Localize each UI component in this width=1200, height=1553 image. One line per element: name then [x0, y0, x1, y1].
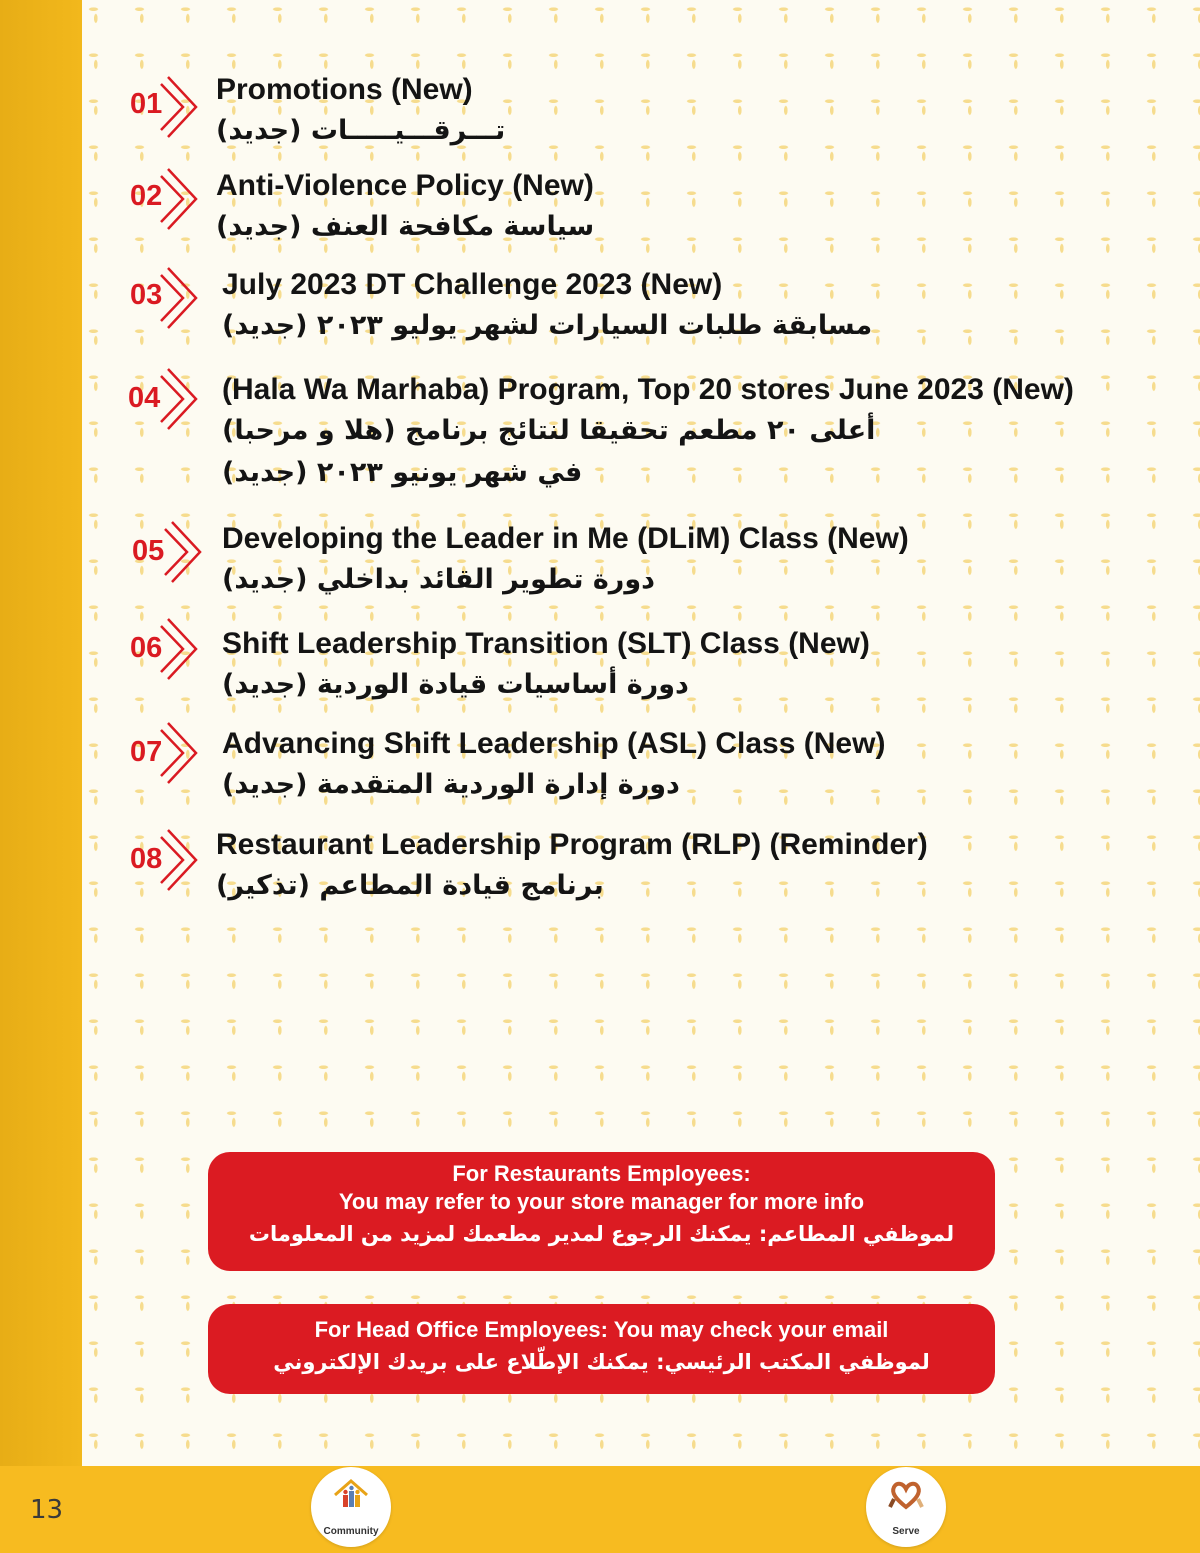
- double-chevron-icon: [160, 366, 200, 432]
- item-number: 04: [128, 382, 161, 414]
- item-number: 03: [130, 279, 163, 311]
- item-number: 06: [130, 632, 163, 664]
- item-title-ar: تـــرقـــيـــــات (جديد): [216, 115, 506, 146]
- item-title-ar: دورة تطوير القائد بداخلي (جديد): [222, 564, 655, 595]
- item-title-ar: سياسة مكافحة العنف (جديد): [216, 211, 595, 242]
- notice-body-ar: لموظفي المكتب الرئيسي: يمكنك الإطّلاع على بريدك الإلكتروني: [273, 1350, 930, 1374]
- serve-heart-hands-icon: [886, 1477, 926, 1513]
- community-badge: [311, 1467, 391, 1547]
- notice-body-en: For Head Office Employees: You may check your email: [314, 1317, 889, 1342]
- double-chevron-icon: [160, 265, 200, 331]
- item-title-en: Developing the Leader in Me (DLiM) Class (New): [222, 522, 909, 555]
- left-color-bar: [0, 0, 82, 1466]
- item-title-ar: برنامج قيادة المطاعم (تذكير): [216, 870, 604, 901]
- notice-head-office-employees: [208, 1304, 995, 1394]
- item-title-en: Shift Leadership Transition (SLT) Class (New): [222, 627, 870, 660]
- item-title-en: Promotions (New): [216, 73, 473, 106]
- notice-title-en: For Restaurants Employees:: [452, 1161, 751, 1186]
- serve-badge: [866, 1467, 946, 1547]
- double-chevron-icon: [160, 74, 200, 140]
- notice-body-ar: لموظفي المطاعم: يمكنك الرجوع لمدير مطعمك لمزيد من المعلومات: [248, 1222, 955, 1246]
- community-house-icon: [331, 1477, 371, 1513]
- item-number: 01: [130, 88, 163, 120]
- item-number: 08: [130, 843, 163, 875]
- footer-band: [0, 1466, 1200, 1553]
- item-title-ar-line2: في شهر يونيو ٢٠٢٣ (جديد): [222, 457, 583, 488]
- badge-label: Community: [323, 1526, 379, 1537]
- notice-body-en: You may refer to your store manager for more info: [338, 1189, 865, 1214]
- item-title-ar: مسابقة طلبات السيارات لشهر يوليو ٢٠٢٣ (جديد): [222, 310, 873, 341]
- double-chevron-icon: [160, 827, 200, 893]
- badge-label: Serve: [892, 1526, 920, 1537]
- double-chevron-icon: [160, 720, 200, 786]
- item-number: 05: [132, 535, 165, 567]
- item-number: 02: [130, 180, 163, 212]
- item-title-en: Restaurant Leadership Program (RLP) (Reminder): [216, 828, 928, 861]
- item-title-ar: دورة إدارة الوردية المتقدمة (جديد): [222, 769, 680, 800]
- item-title-en: July 2023 DT Challenge 2023 (New): [222, 268, 723, 301]
- double-chevron-icon: [160, 616, 200, 682]
- item-title-en: (Hala Wa Marhaba) Program, Top 20 stores June 2023 (New): [222, 373, 1074, 406]
- page-number: 13: [30, 1495, 64, 1525]
- notice-restaurant-employees: [208, 1152, 995, 1271]
- double-chevron-icon: [160, 166, 200, 232]
- double-chevron-icon: [164, 519, 204, 585]
- item-number: 07: [130, 736, 163, 768]
- item-title-ar: أعلى ٢٠ مطعم تحقيقا لنتائج برنامج (هلا و مرحبا): [222, 415, 876, 446]
- item-title-ar: دورة أساسيات قيادة الوردية (جديد): [222, 669, 689, 700]
- item-title-en: Anti-Violence Policy (New): [216, 169, 594, 202]
- item-title-en: Advancing Shift Leadership (ASL) Class (New): [222, 727, 886, 760]
